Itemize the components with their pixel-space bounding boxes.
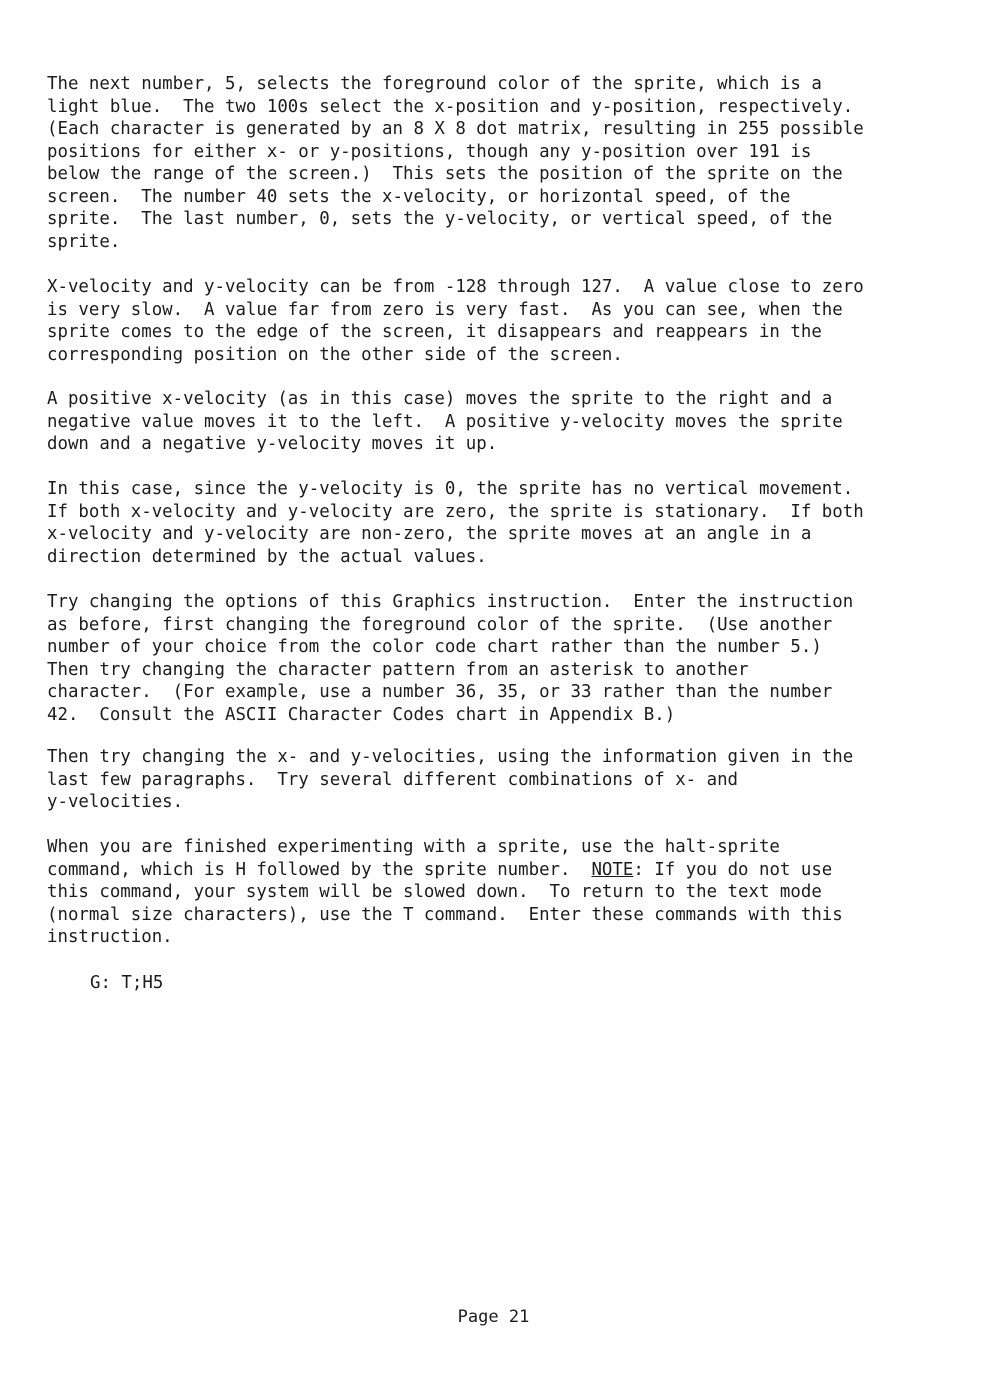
text-line: Try changing the options of this Graphics instruction. Enter the instruction [47,592,854,612]
text-line: instruction. [47,927,173,947]
text-line: as before, first changing the foreground color of the sprite. (Use another [47,614,833,635]
text-line: corresponding position on the other side of the screen. [47,344,623,365]
text-line: sprite. [47,231,121,252]
text-line: negative value moves it to the left. A positive y-velocity moves the sprite [47,411,843,432]
paragraph-try-options [47,591,853,726]
text-line: (normal size characters), use the T command. Enter these commands with this [47,904,843,925]
text-line: A positive x-velocity (as in this case) moves the sprite to the right and a [47,389,833,409]
note-label: NOTE [591,859,634,880]
paragraph-velocity-range [47,276,864,366]
text-line: number of your choice from the color code chart rather than the number 5.) [47,637,822,657]
text-line: down and a negative y-velocity moves it up. [47,434,498,454]
text-line: last few paragraphs. Try several different combinations of x- and [47,769,739,790]
text-line: this command, your system will be slowed down. To return to the text mode [47,882,822,902]
text-line: sprite. The last number, 0, sets the y-velocity, or vertical speed, of the [47,209,833,229]
paragraph-sprite-parameters [47,73,864,253]
text-line: below the range of the screen.) This sets the position of the sprite on the [47,164,843,184]
text-line: In this case, since the y-velocity is 0, the sprite has no vertical movement. [47,479,854,499]
text-line: Then try changing the x- and y-velocities, using the information given in the [47,747,854,767]
text-line: direction determined by the actual values. [47,546,487,567]
text-line: screen. The number 40 sets the x-velocity, or horizontal speed, of the [47,186,791,207]
text-line: positions for either x- or y-positions, though any y-position over 191 is [47,141,812,162]
text-line: (Each character is generated by an 8 X 8 dot matrix, resulting in 255 possible [47,119,864,139]
code-example [90,972,163,995]
text-line: X-velocity and y-velocity can be from -128 through 127. A value close to zero [47,277,864,297]
text-line: sprite comes to the edge of the screen, it disappears and reappears in the [47,322,822,342]
text-line: The next number, 5, selects the foreground color of the sprite, which is a [47,74,822,94]
paragraph-movement [47,478,864,568]
text-line: character. (For example, use a number 36, 35, or 33 rather than the number [47,682,833,702]
text-segment: : If you do not use [633,859,833,880]
text-line-with-note [47,859,843,882]
text-line: If both x-velocity and y-velocity are zero, the sprite is stationary. If both [47,501,864,522]
paragraph-halt-sprite [47,836,843,949]
text-segment: command, which is H followed by the sprite number. [47,859,592,880]
text-line: x-velocity and y-velocity are non-zero, the sprite moves at an angle in a [47,524,812,544]
text-line: is very slow. A value far from zero is very fast. As you can see, when the [47,299,843,320]
text-line: light blue. The two 100s select the x-position and y-position, respectively. [47,96,854,117]
paragraph-velocity-direction [47,388,843,456]
page-number: Page 21 [457,1307,530,1327]
text-line: y-velocities. [47,792,184,812]
command-text: G: T;H5 [90,973,164,993]
paragraph-try-velocities [47,746,853,814]
text-line: 42. Consult the ASCII Character Codes chart in Appendix B.) [47,704,676,725]
text-line: Then try changing the character pattern from an asterisk to another [47,659,749,680]
text-line: When you are finished experimenting with a sprite, use the halt-sprite [47,837,780,857]
